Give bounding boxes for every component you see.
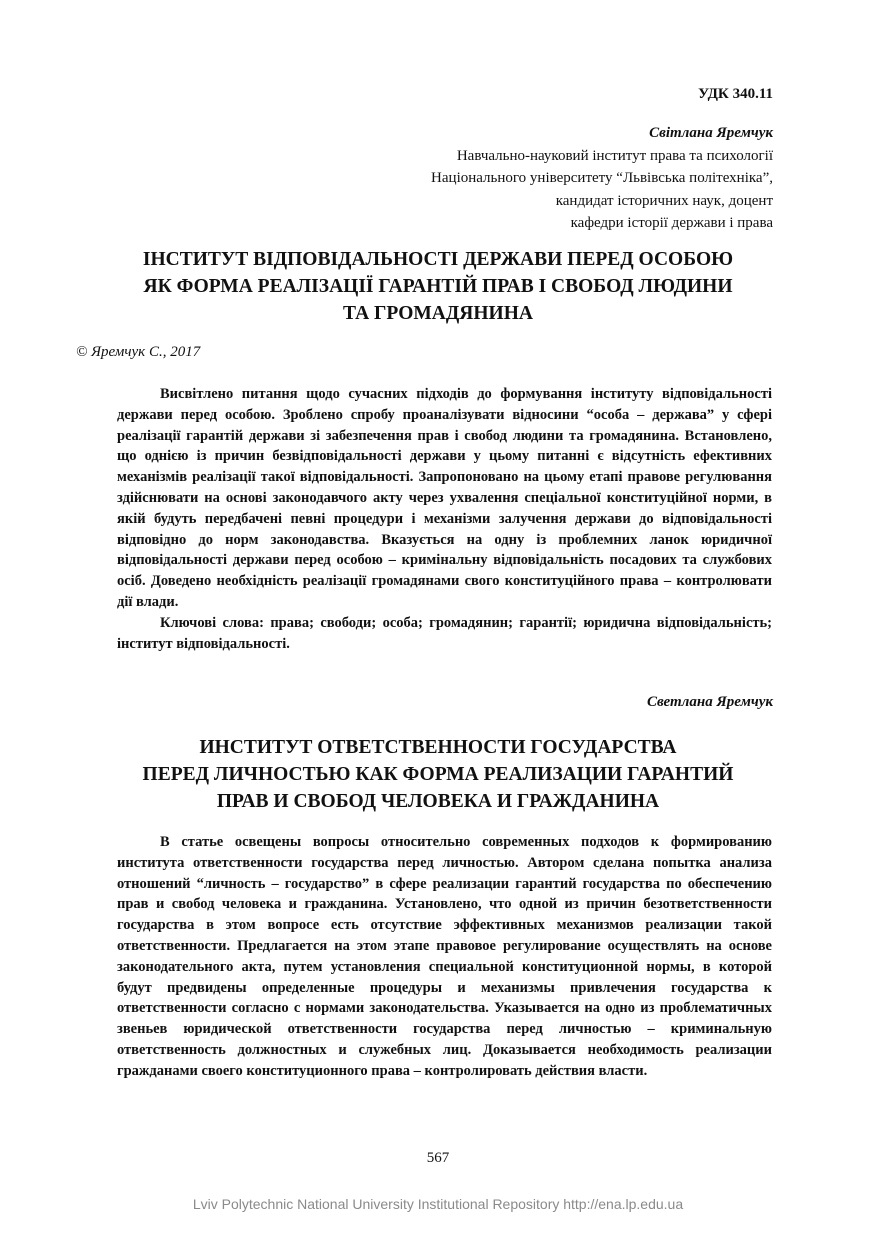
article-title-ru (88, 734, 788, 815)
author-block-ua (431, 122, 773, 235)
affiliation-line: кандидат історичних наук, доцент (555, 192, 773, 209)
title-line: ПЕРЕД ЛИЧНОСТЬЮ КАК ФОРМА РЕАЛИЗАЦИИ ГАРАНТИЙ (142, 764, 734, 785)
copyright-notice: © Яремчук С., 2017 (76, 344, 201, 360)
affiliation-line: Національного університету “Львівська політехніка”, (431, 170, 773, 186)
author-name-ru: Светлана Яремчук (647, 694, 773, 710)
abstract-text-ua: Висвітлено питання щодо сучасних підходів до формування інституту відповідальності держави перед особою. Зроблено спробу проаналізувати відносини “особа – держава” у сфері реалізації гарантій держави зі забезпечення прав і свобод людини та громадянина. Встановлено, що однією із причин безвідповідальності держави у цьому питанні є відсутність ефективних механізмів реалізації такої відповідальності. Запропоновано на цьому етапі правове регулювання здійснювати на основі законодавчого акту через ухвалення спеціальної конституційної норми, в якій будуть передбачені певні процедури і механізми залучення держави до відповідальності відповідно до норм законодавства. Вказується на одну із проблемних ланок юридичної відповідальності держави перед особою – кримінальну відповідальність посадових та службових осіб. Доведено необхідність реалізації громадянами свого конституційного права – контролювати дії влади. (117, 386, 772, 610)
udk-code: УДК 340.11 (698, 86, 773, 102)
repository-footer: Lviv Polytechnic National University Institutional Repository http://ena.lp.edu.ua (192, 1196, 684, 1212)
article-title-ua (88, 246, 788, 327)
keywords-ua: Ключові слова: права; свободи; особа; громадянин; гарантії; юридична відповідальність; інститут відповідальності. (117, 614, 772, 652)
affiliation-line: кафедри історії держави і права (570, 215, 773, 231)
title-line: ПРАВ И СВОБОД ЧЕЛОВЕКА И ГРАЖДАНИНА (216, 791, 660, 812)
title-line: ІНСТИТУТ ВІДПОВІДАЛЬНОСТІ ДЕРЖАВИ ПЕРЕД ОСОБОЮ (142, 249, 734, 270)
author-name-ua: Світлана Яремчук (649, 125, 773, 141)
abstract-ua (117, 384, 772, 654)
affiliation-line: Навчально-науковий інститут права та психології (456, 147, 773, 164)
title-line: ЯК ФОРМА РЕАЛІЗАЦІЇ ГАРАНТІЙ ПРАВ І СВОБОД ЛЮДИНИ (143, 276, 733, 297)
abstract-text-ru: В статье освещены вопросы относительно современных подходов к формированию института ответственности государства перед личностью. Автором сделана попытка анализа отношений “личность – государство” в сфере реализации гарантий государства по обеспечению прав и свобод человека и гражданина. Установлено, что одной из причин безответственности государства в этом вопросе есть отсутствие эффективных механизмов реализации такой ответственности. Предлагается на этом этапе правовое регулирование осуществлять на основе законодательного акта, путем установления специальной конституционной нормы, в которой будут предвидены определенные процедуры и механизмы привлечения государства к ответственности согласно с нормами законодательства. Указывается на одно из проблематичных звеньев юридической ответственности государства перед личностью – криминальную ответственность должностных и служебных лиц. Доказывается необходимость реализации гражданами своего конституционного права – контролировать действия власти. (117, 834, 772, 1079)
page-number: 567 (426, 1150, 450, 1166)
title-line: ИНСТИТУТ ОТВЕТСТВЕННОСТИ ГОСУДАРСТВА (199, 737, 677, 758)
abstract-ru (117, 832, 772, 1082)
title-line: ТА ГРОМАДЯНИНА (343, 303, 533, 324)
